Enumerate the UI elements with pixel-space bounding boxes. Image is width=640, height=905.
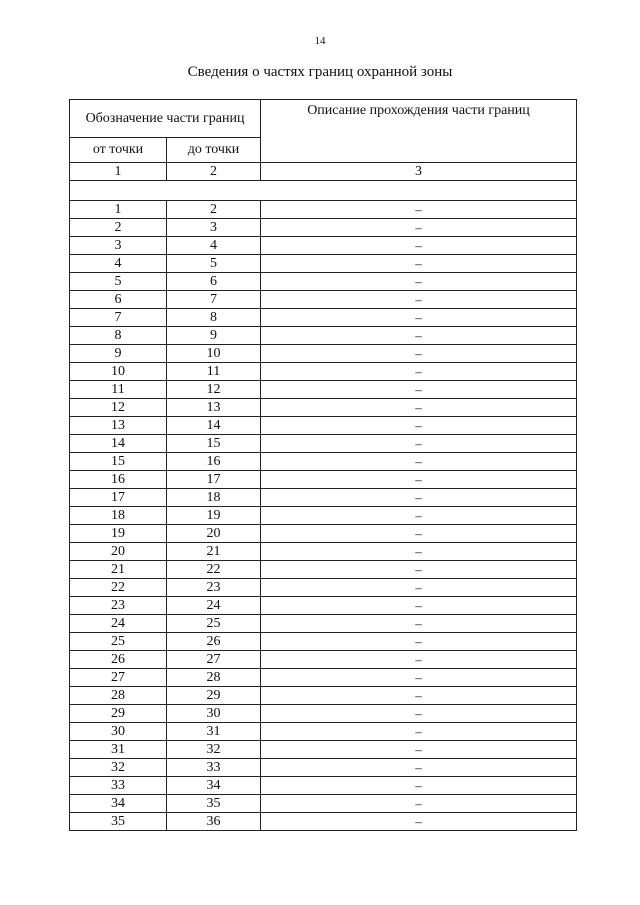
table-row bbox=[70, 633, 577, 651]
to-point-cell: 30 bbox=[167, 705, 261, 723]
description-cell: – bbox=[261, 525, 577, 543]
description-cell: – bbox=[261, 291, 577, 309]
to-point-cell: 8 bbox=[167, 309, 261, 327]
column-number-row bbox=[70, 163, 577, 181]
from-point-cell: 21 bbox=[70, 561, 167, 579]
from-point-cell: 8 bbox=[70, 327, 167, 345]
table-row bbox=[70, 651, 577, 669]
description-cell: – bbox=[261, 651, 577, 669]
from-point-cell: 31 bbox=[70, 741, 167, 759]
description-cell: – bbox=[261, 687, 577, 705]
from-point-cell: 13 bbox=[70, 417, 167, 435]
to-point-cell: 26 bbox=[167, 633, 261, 651]
from-point-cell: 23 bbox=[70, 597, 167, 615]
table-row bbox=[70, 777, 577, 795]
header-boundary-description: Описание прохождения части границ bbox=[261, 100, 577, 163]
to-point-cell: 22 bbox=[167, 561, 261, 579]
description-cell: – bbox=[261, 309, 577, 327]
to-point-cell: 35 bbox=[167, 795, 261, 813]
table-row bbox=[70, 399, 577, 417]
to-point-cell: 17 bbox=[167, 471, 261, 489]
boundary-parts-table bbox=[69, 99, 577, 831]
to-point-cell: 28 bbox=[167, 669, 261, 687]
to-point-cell: 7 bbox=[167, 291, 261, 309]
to-point-cell: 5 bbox=[167, 255, 261, 273]
to-point-cell: 13 bbox=[167, 399, 261, 417]
description-cell: – bbox=[261, 381, 577, 399]
from-point-cell: 30 bbox=[70, 723, 167, 741]
description-cell: – bbox=[261, 435, 577, 453]
column-number-3: 3 bbox=[261, 163, 577, 181]
description-cell: – bbox=[261, 273, 577, 291]
table-row bbox=[70, 507, 577, 525]
from-point-cell: 7 bbox=[70, 309, 167, 327]
to-point-cell: 18 bbox=[167, 489, 261, 507]
page-number: 14 bbox=[314, 35, 326, 47]
from-point-cell: 20 bbox=[70, 543, 167, 561]
description-cell: – bbox=[261, 795, 577, 813]
to-point-cell: 14 bbox=[167, 417, 261, 435]
table-row bbox=[70, 291, 577, 309]
header-from-point: от точки bbox=[70, 138, 167, 163]
to-point-cell: 10 bbox=[167, 345, 261, 363]
from-point-cell: 19 bbox=[70, 525, 167, 543]
to-point-cell: 9 bbox=[167, 327, 261, 345]
column-number-1: 1 bbox=[70, 163, 167, 181]
column-number-2: 2 bbox=[167, 163, 261, 181]
description-cell: – bbox=[261, 219, 577, 237]
description-cell: – bbox=[261, 417, 577, 435]
table-row bbox=[70, 255, 577, 273]
to-point-cell: 27 bbox=[167, 651, 261, 669]
table-row bbox=[70, 741, 577, 759]
table-body bbox=[70, 201, 577, 831]
from-point-cell: 5 bbox=[70, 273, 167, 291]
table-row bbox=[70, 435, 577, 453]
description-cell: – bbox=[261, 759, 577, 777]
to-point-cell: 31 bbox=[167, 723, 261, 741]
description-cell: – bbox=[261, 237, 577, 255]
from-point-cell: 27 bbox=[70, 669, 167, 687]
to-point-cell: 15 bbox=[167, 435, 261, 453]
description-cell: – bbox=[261, 453, 577, 471]
from-point-cell: 11 bbox=[70, 381, 167, 399]
table-row bbox=[70, 471, 577, 489]
description-cell: – bbox=[261, 543, 577, 561]
from-point-cell: 12 bbox=[70, 399, 167, 417]
to-point-cell: 29 bbox=[167, 687, 261, 705]
table-row bbox=[70, 363, 577, 381]
table-row bbox=[70, 723, 577, 741]
description-cell: – bbox=[261, 723, 577, 741]
description-cell: – bbox=[261, 633, 577, 651]
description-cell: – bbox=[261, 597, 577, 615]
from-point-cell: 14 bbox=[70, 435, 167, 453]
table-row bbox=[70, 543, 577, 561]
from-point-cell: 6 bbox=[70, 291, 167, 309]
table-row bbox=[70, 615, 577, 633]
to-point-cell: 32 bbox=[167, 741, 261, 759]
to-point-cell: 34 bbox=[167, 777, 261, 795]
table-row bbox=[70, 669, 577, 687]
table-row bbox=[70, 795, 577, 813]
table-row bbox=[70, 273, 577, 291]
header-row-group bbox=[70, 100, 577, 138]
to-point-cell: 25 bbox=[167, 615, 261, 633]
from-point-cell: 28 bbox=[70, 687, 167, 705]
table-row bbox=[70, 237, 577, 255]
from-point-cell: 2 bbox=[70, 219, 167, 237]
table-row bbox=[70, 759, 577, 777]
from-point-cell: 3 bbox=[70, 237, 167, 255]
table-row bbox=[70, 453, 577, 471]
from-point-cell: 15 bbox=[70, 453, 167, 471]
to-point-cell: 23 bbox=[167, 579, 261, 597]
to-point-cell: 24 bbox=[167, 597, 261, 615]
from-point-cell: 18 bbox=[70, 507, 167, 525]
table-row bbox=[70, 561, 577, 579]
description-cell: – bbox=[261, 345, 577, 363]
from-point-cell: 4 bbox=[70, 255, 167, 273]
table-row bbox=[70, 327, 577, 345]
description-cell: – bbox=[261, 471, 577, 489]
from-point-cell: 25 bbox=[70, 633, 167, 651]
description-cell: – bbox=[261, 579, 577, 597]
from-point-cell: 34 bbox=[70, 795, 167, 813]
table-row bbox=[70, 705, 577, 723]
description-cell: – bbox=[261, 561, 577, 579]
to-point-cell: 16 bbox=[167, 453, 261, 471]
empty-section-cell bbox=[70, 181, 577, 201]
empty-section-row bbox=[70, 181, 577, 201]
description-cell: – bbox=[261, 327, 577, 345]
to-point-cell: 12 bbox=[167, 381, 261, 399]
header-to-point: до точки bbox=[167, 138, 261, 163]
from-point-cell: 24 bbox=[70, 615, 167, 633]
table-row bbox=[70, 813, 577, 831]
from-point-cell: 16 bbox=[70, 471, 167, 489]
table-row bbox=[70, 525, 577, 543]
description-cell: – bbox=[261, 615, 577, 633]
table-row bbox=[70, 309, 577, 327]
to-point-cell: 11 bbox=[167, 363, 261, 381]
description-cell: – bbox=[261, 255, 577, 273]
from-point-cell: 22 bbox=[70, 579, 167, 597]
table-row bbox=[70, 489, 577, 507]
table-row bbox=[70, 345, 577, 363]
from-point-cell: 9 bbox=[70, 345, 167, 363]
from-point-cell: 35 bbox=[70, 813, 167, 831]
to-point-cell: 21 bbox=[167, 543, 261, 561]
table-row bbox=[70, 219, 577, 237]
to-point-cell: 3 bbox=[167, 219, 261, 237]
document-title: Сведения о частях границ охранной зоны bbox=[187, 64, 453, 80]
to-point-cell: 4 bbox=[167, 237, 261, 255]
to-point-cell: 33 bbox=[167, 759, 261, 777]
description-cell: – bbox=[261, 741, 577, 759]
description-cell: – bbox=[261, 201, 577, 219]
to-point-cell: 36 bbox=[167, 813, 261, 831]
description-cell: – bbox=[261, 507, 577, 525]
description-cell: – bbox=[261, 489, 577, 507]
description-cell: – bbox=[261, 777, 577, 795]
from-point-cell: 17 bbox=[70, 489, 167, 507]
from-point-cell: 32 bbox=[70, 759, 167, 777]
from-point-cell: 1 bbox=[70, 201, 167, 219]
description-cell: – bbox=[261, 363, 577, 381]
from-point-cell: 26 bbox=[70, 651, 167, 669]
to-point-cell: 6 bbox=[167, 273, 261, 291]
description-cell: – bbox=[261, 669, 577, 687]
to-point-cell: 20 bbox=[167, 525, 261, 543]
table-row bbox=[70, 417, 577, 435]
to-point-cell: 19 bbox=[167, 507, 261, 525]
to-point-cell: 2 bbox=[167, 201, 261, 219]
from-point-cell: 10 bbox=[70, 363, 167, 381]
table-row bbox=[70, 579, 577, 597]
from-point-cell: 29 bbox=[70, 705, 167, 723]
description-cell: – bbox=[261, 705, 577, 723]
table-row bbox=[70, 597, 577, 615]
from-point-cell: 33 bbox=[70, 777, 167, 795]
description-cell: – bbox=[261, 813, 577, 831]
header-boundary-part-designation: Обозначение части границ bbox=[70, 100, 261, 138]
table-row bbox=[70, 201, 577, 219]
table-row bbox=[70, 381, 577, 399]
description-cell: – bbox=[261, 399, 577, 417]
table-row bbox=[70, 687, 577, 705]
